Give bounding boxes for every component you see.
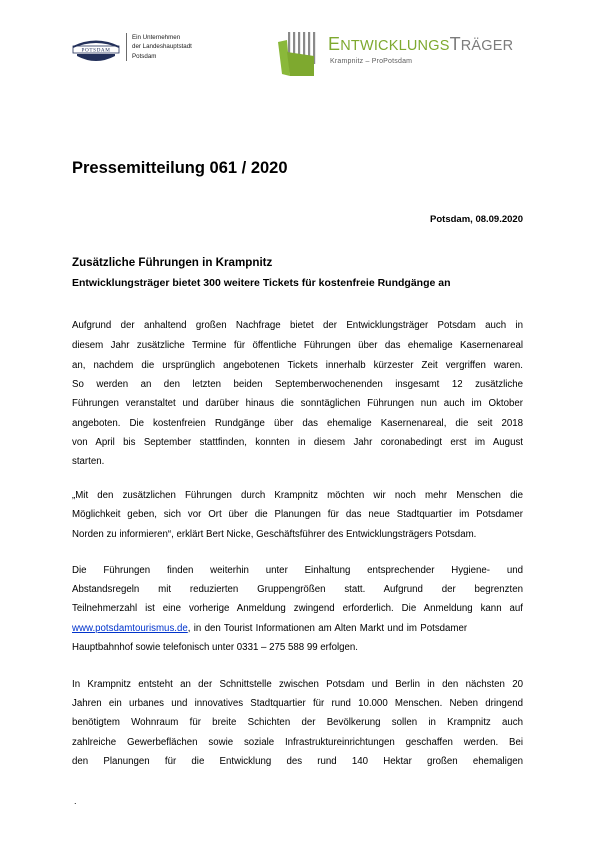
paragraph-line: Jahren ein urbanes und innovatives Stadtquartier für rund 10.000 Menschen. Neben dringend [72, 698, 523, 709]
paragraph-line: Die Führungen finden weiterhin unter Einhaltung entsprechender Hygiene- und [72, 565, 523, 576]
footer-mark: . [74, 796, 77, 806]
paragraph-line: Aufgrund der anhaltend großen Nachfrage bietet der Entwicklungsträger Potsdam auch in [72, 320, 523, 331]
paragraph-line: an, nachdem die ursprünglich angebotenen Tickets innerhalb kürzester Zeit vergriffen waren. [72, 360, 523, 371]
link-trailing-text: , in den Tourist Informationen am Alten Markt und im Potsdamer [187, 623, 468, 634]
paragraph-line: benötigtem Wohnraum für breite Schichten der Bevölkerung sollen in Krampnitz auch [72, 717, 523, 728]
paragraph-line-with-link [72, 623, 523, 635]
paragraph-line: von April bis September stattfinden, konnten in diesem Jahr coronabedingt erst im August [72, 437, 523, 448]
potsdamtourismus-link[interactable]: www.potsdamtourismus.de [72, 623, 188, 634]
paragraph-line: starten. [72, 456, 105, 467]
entwicklungstraeger-wordmark [328, 33, 513, 57]
potsdam-tagline-line: der Landeshauptstadt [132, 43, 192, 51]
paragraph-line: In Krampnitz entsteht an der Schnittstelle zwischen Potsdam und Berlin in den nächsten 20 [72, 679, 523, 690]
paragraph-line: Teilnehmerzahl ist eine vorherige Anmeldung zwingend erforderlich. Die Anmeldung kann auf [72, 603, 523, 614]
et-title-initial-2: T [449, 34, 461, 54]
paragraph-line: So werden an den letzten beiden Septemberwochenenden insgesamt 12 zusätzliche [72, 379, 523, 390]
paragraph-line: Abstandsregeln mit reduzierten Gruppengrößen statt. Aufgrund der begrenzten [72, 584, 523, 595]
article-heading: Zusätzliche Führungen in Krampnitz [72, 256, 273, 269]
potsdam-tagline-line: Potsdam [132, 52, 157, 60]
potsdam-wordmark: POTSDAM [81, 47, 111, 54]
potsdam-logo [70, 32, 122, 68]
paragraph-line: Norden zu informieren“, erklärt Bert Nicke, Geschäftsführer des Entwicklungsträgers Potsdam. [72, 529, 477, 540]
article-subheading: Entwicklungsträger bietet 300 weitere Tickets für kostenfreie Rundgänge an [72, 277, 451, 289]
potsdam-tagline [126, 33, 232, 61]
paragraph-line: „Mit den zusätzlichen Führungen durch Krampnitz möchten wir noch mehr Menschen die [72, 490, 523, 501]
date-line: Potsdam, 08.09.2020 [430, 214, 523, 225]
paragraph-line: angeboten. Die kostenfreien Rundgänge über das ehemalige Kasernenareal, die seit 2018 [72, 418, 523, 429]
paragraph-line: Führungen veranstaltet und darüber hinaus die sonntäglichen Führungen nun auch im Oktober [72, 398, 523, 409]
paragraph-line: Hauptbahnhof sowie telefonisch unter 0331 – 275 588 99 erfolgen. [72, 642, 358, 653]
paragraph-line: Möglichkeit geben, sich vor Ort über die Planungen für das neue Stadtquartier im Potsdamer [72, 509, 523, 520]
paragraph-line: den Planungen für die Entwicklung des rund 140 Hektar großen ehemaligen [72, 756, 523, 767]
entwicklungstraeger-logo-mark [278, 32, 324, 76]
page-title: Pressemitteilung 061 / 2020 [72, 159, 288, 177]
entwicklungstraeger-subtitle: Krampnitz – ProPotsdam [330, 58, 413, 65]
et-title-initial: E [328, 34, 341, 54]
et-title-rest: NTWICKLUNGS [340, 38, 450, 54]
et-title-rest-2: RÄGER [460, 38, 514, 54]
potsdam-tagline-line: Ein Unternehmen [132, 34, 181, 41]
paragraph-line: zahlreiche Gewerbeflächen sowie soziale Infrastruktureinrichtungen geschaffen werden. Bei [72, 737, 523, 748]
paragraph-line: diesem Jahr zusätzliche Termine für öffentliche Führungen über das ehemalige Kasernenareal [72, 340, 523, 351]
